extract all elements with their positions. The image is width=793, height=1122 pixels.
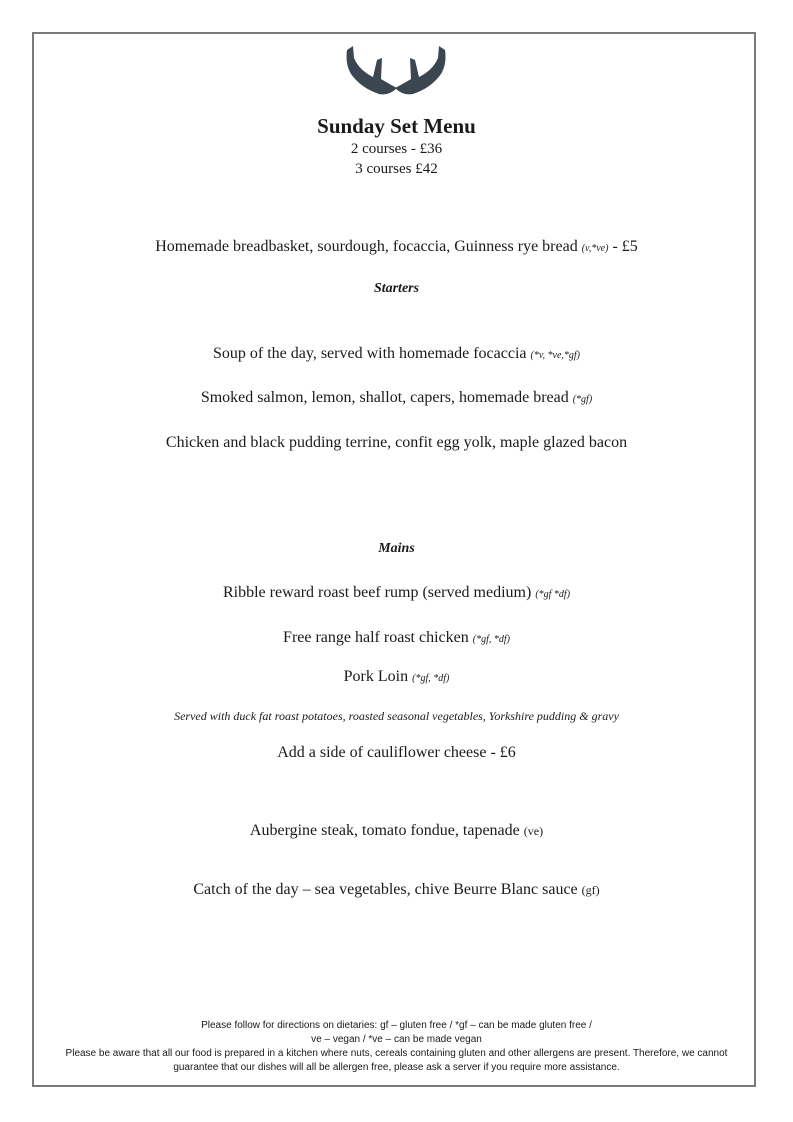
starter-item — [0, 432, 793, 454]
starter-item — [0, 387, 793, 411]
main-other-item — [0, 879, 793, 901]
starter-text: Smoked salmon, lemon, shallot, capers, homemade bread — [200, 389, 569, 406]
price-three-courses: 3 courses £42 — [355, 161, 438, 177]
price-two-courses: 2 courses - £36 — [350, 141, 443, 157]
bread-text: Homemade breadbasket, sourdough, focaccia, Guinness rye bread — [155, 238, 578, 255]
page-border — [32, 32, 756, 1087]
main-text: Free range half roast chicken — [283, 629, 469, 646]
main-other-item — [0, 820, 793, 842]
main-text: Aubergine steak, tomato fondue, tapenade — [249, 822, 520, 839]
starters-heading: Starters — [373, 281, 420, 296]
antlers-icon — [341, 44, 451, 96]
menu-title: Sunday Set Menu — [317, 114, 476, 138]
bread-price: - £5 — [608, 238, 638, 255]
main-text: Catch of the day – sea vegetables, chive Beurre Blanc sauce — [193, 881, 578, 898]
main-text: Pork Loin — [343, 668, 409, 685]
main-roast-item — [0, 627, 793, 651]
main-roast-item — [0, 666, 793, 690]
main-diet: (ve) — [523, 824, 544, 838]
served-with-note: Served with duck fat roast potatoes, roasted seasonal vegetables, Yorkshire pudding & gravy — [174, 709, 619, 723]
footer-dietary-line: Please follow for directions on dietaries: gf – gluten free / *gf – can be made gluten free / — [201, 1020, 592, 1031]
footer-allergen-line: Please be aware that all our food is prepared in a kitchen where nuts, cereals containing gluten and other allergens are present. Therefore, we cannot — [65, 1048, 728, 1059]
starter-diet: (*v, *ve,*gf) — [530, 350, 581, 361]
footer-allergen-line: guarantee that our dishes will all be allergen free, please ask a server if you require more assistance. — [173, 1062, 620, 1073]
main-roast-item — [0, 582, 793, 606]
starter-diet: (*gf) — [572, 394, 593, 405]
starter-item — [0, 343, 793, 367]
main-diet: (*gf *df) — [535, 589, 571, 600]
main-diet: (*gf, *df) — [412, 673, 450, 684]
main-diet: (gf) — [581, 883, 600, 897]
main-diet: (*gf, *df) — [472, 634, 510, 645]
bread-item — [0, 236, 793, 260]
bread-diet: (v,*ve) — [581, 243, 609, 254]
side-item: Add a side of cauliflower cheese - £6 — [277, 744, 516, 761]
mains-heading: Mains — [378, 541, 415, 556]
starter-text: Chicken and black pudding terrine, confit egg yolk, maple glazed bacon — [165, 434, 628, 451]
footer-dietary-line: ve – vegan / *ve – can be made vegan — [311, 1034, 482, 1045]
main-text: Ribble reward roast beef rump (served medium) — [222, 584, 532, 601]
starter-text: Soup of the day, served with homemade focaccia — [212, 345, 527, 362]
